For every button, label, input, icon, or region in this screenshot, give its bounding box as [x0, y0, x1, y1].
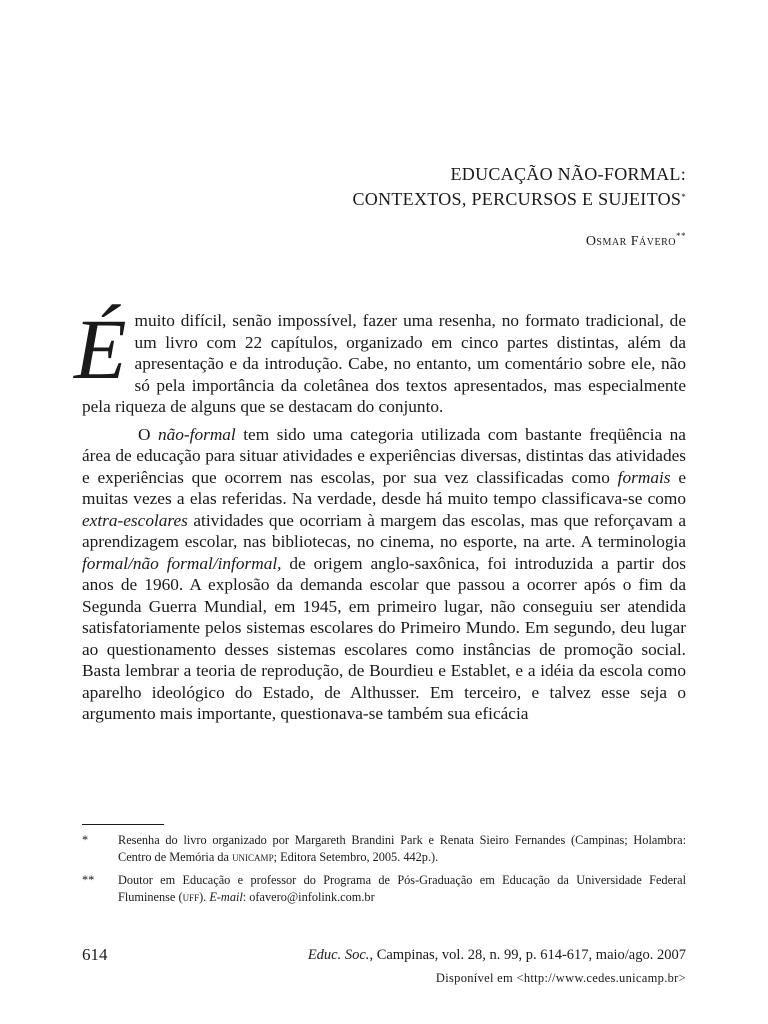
paragraph-2: O não-formal tem sido uma categoria utilizada com bastante freqüência na área de educação para situar atividades e experiências diversas, distintas das atividades e experiências que ocorrem nas escolas, por sua vez classificadas como formais e muitas vezes a elas referidas. Na verdade, desde há muito tempo classificava-se como extra-escolares atividades que ocorriam à margem das escolas, mas que reforçavam a aprendizagem escolar, nas bibliotecas, no cinema, no esporte, na arte. A terminologia formal/não formal/informal, de origem anglo-saxônica, foi introduzida a partir dos anos de 1960. A explosão da demanda escolar que passou a ocorrer após o fim da Segunda Guerra Mundial, em 1945, em primeiro lugar, não conseguiu ser atendida satisfatoriamente pelos sistemas escolares do Primeiro Mundo. Em segundo, deu lugar ao questionamento desses sistemas escolares como instâncias de promoção social. Basta lembrar a teoria de reprodução, de Bourdieu e Establet, e a idéia da escola como aparelho ideológico do Estado, de Althusser. Em terceiro, e talvez esse seja o argumento mais importante, questionava-se também sua eficácia	[82, 424, 687, 723]
journal-citation: Educ. Soc., Campinas, vol. 28, n. 99, p. 614-617, maio/ago. 2007	[307, 947, 686, 963]
drop-cap: É	[74, 301, 127, 397]
footnote-1: * Resenha do livro organizado por Margareth Brandini Park e Renata Sieiro Fernandes (Campinas; Holambra: Centro de Memória da unicamp; Editora Setembro, 2005. 442p.).	[82, 833, 686, 864]
title-footnote-mark: *	[681, 192, 686, 202]
article-body	[74, 301, 687, 725]
article-title	[352, 162, 686, 212]
author-name: Osmar Fávero**	[585, 231, 686, 249]
title-line-2: CONTEXTOS, PERCURSOS E SUJEITOS*	[352, 189, 686, 209]
paragraph-1: Émuito difícil, senão impossível, fazer uma resenha, no formato tradicional, de um livro com 22 capítulos, organizado em cinco partes distintas, além da apresentação e da introdução. Cabe, no entanto, um comentário sobre ele, não só pela importância da coletânea dos textos apresentados, mas especialmente pela riqueza de alguns que se destacam do conjunto.	[74, 301, 686, 416]
title-line-1: EDUCAÇÃO NÃO-FORMAL:	[450, 164, 686, 184]
author-footnote-mark: **	[676, 231, 686, 241]
footnote-2: ** Doutor em Educação e professor do Programa de Pós-Graduação em Educação da Universidade Federal Fluminense (uff). E-mail: ofavero@infolink.com.br	[82, 873, 686, 904]
author-email: : ofavero@infolink.com.br	[242, 890, 375, 904]
availability-link[interactable]: Disponível em <http://www.cedes.unicamp.br>	[435, 971, 686, 985]
footnote-divider	[82, 824, 164, 825]
page-number: 614	[82, 945, 108, 964]
footnotes	[82, 832, 686, 912]
